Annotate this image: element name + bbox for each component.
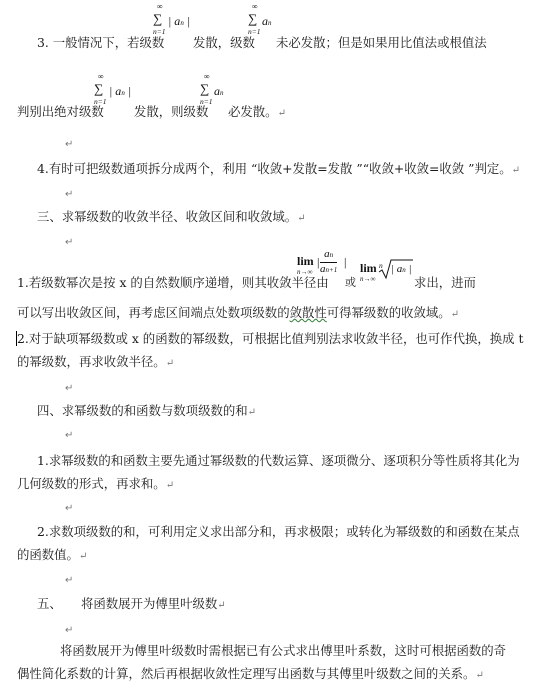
text-line: 可以写出收敛区间，再考虑区间端点处数项级数的敛散性可得幂级数的收敛域。↵ — [17, 305, 460, 320]
paragraph-mark: ↵ — [65, 625, 74, 636]
text-line: 3. 一般情况下，若级数 — [37, 35, 165, 50]
paragraph-mark: ↵ — [65, 430, 74, 441]
sigma-symbol: ∑ — [248, 11, 258, 26]
text-line: 偶性简化系数的计算，然后再根据收敛性定理写出函数与其傅里叶级数之间的关系。↵ — [17, 666, 484, 681]
paragraph-mark: ↵ — [277, 108, 286, 119]
sigma-symbol: ∑ — [94, 81, 104, 96]
root-body: | an | — [391, 263, 412, 275]
index-label: n=1 — [153, 27, 166, 36]
sigma-symbol: ∑ — [153, 11, 163, 26]
paragraph-mark: ↵ — [65, 139, 74, 150]
infinity-symbol: ∞ — [98, 72, 104, 81]
text-line: 1.求幂级数的和函数主要先通过幂级数的代数运算、逐项微分、逐项积分等性质将其化为 — [37, 453, 520, 468]
infinity-symbol: ∞ — [157, 2, 163, 11]
abs-term: | an | — [109, 84, 132, 98]
section-heading: 四、求幂级数的和函数与数项级数的和↵ — [37, 403, 257, 418]
paragraph-mark: ↵ — [165, 480, 175, 491]
paragraph-mark: ↵ — [297, 213, 306, 224]
infinity-symbol: ∞ — [252, 2, 258, 11]
lim-operator: lim — [360, 261, 377, 275]
text-line: 发散，则级数 — [134, 104, 209, 119]
text-line: 未必发散；但是如果用比值法或根值法 — [276, 35, 487, 50]
root-index: n — [379, 261, 383, 270]
text-line: 1.若级数幂次是按 x 的自然数顺序递增，则其收敛半径由 — [17, 275, 329, 290]
text-or: 或 — [345, 276, 356, 289]
paragraph-mark: ↵ — [65, 237, 74, 248]
section-heading: 将函数展开为傅里叶级数↵ — [81, 596, 226, 611]
abs-term: | an | — [168, 14, 191, 28]
lim-operator: lim — [297, 254, 314, 268]
paragraph-mark: ↵ — [65, 503, 74, 514]
text-line: 2.对于缺项幂级数或 x 的函数的幂级数，可根据比值判别法求收敛半径，也可作代换，换成 t — [17, 331, 524, 346]
abs-bar: | — [344, 255, 347, 269]
text-line: 的幂级数，再求收敛半径。↵ — [17, 354, 175, 369]
infinity-symbol: ∞ — [204, 72, 210, 81]
fraction — [320, 248, 337, 277]
paragraph-mark: ↵ — [450, 309, 460, 320]
spellcheck-underline-word: 敛散性 — [289, 305, 327, 320]
paragraph-mark: ↵ — [65, 383, 74, 394]
text-line: 判别出绝对级数 — [17, 104, 104, 119]
paragraph-mark: ↵ — [511, 165, 521, 176]
paragraph-mark: ↵ — [65, 575, 74, 586]
paragraph-mark: ↵ — [65, 189, 74, 200]
fraction-denominator: an+1 — [320, 263, 338, 275]
section-heading-number: 五、 — [37, 596, 62, 611]
sigma-symbol: ∑ — [200, 81, 210, 96]
text-line: 4.有时可把级数通项拆分成两个，利用 “收敛+发散=发散 ”“收敛+收敛=收敛 ”判定。↵ — [37, 161, 521, 176]
fraction-numerator: an — [320, 248, 337, 263]
abs-bar: | — [317, 255, 320, 269]
index-label: n=1 — [94, 97, 107, 106]
lim-subscript: n→∞ — [297, 268, 313, 276]
text-line: 2.求数项级数的和，可利用定义求出部分和，再求极限；或转化为幂级数的和函数在某点 — [37, 524, 520, 539]
term: an — [262, 14, 272, 28]
paragraph-mark: ↵ — [165, 358, 175, 369]
index-label: n=1 — [248, 27, 261, 36]
paragraph-mark: ↵ — [78, 551, 88, 562]
term: an — [214, 84, 224, 98]
text-line: 将函数展开为傅里叶级数时需根据已有公式求出傅里叶系数，这时可根据函数的奇 — [60, 643, 507, 658]
paragraph-mark: ↵ — [475, 670, 484, 681]
lim-subscript: n→∞ — [360, 275, 376, 283]
paragraph-mark: ↵ — [217, 600, 226, 611]
paragraph-mark: ↵ — [247, 407, 257, 418]
text-line: 求出，进而 — [414, 275, 476, 290]
section-heading: 三、求幂级数的收敛半径、收敛区间和收敛域。↵ — [37, 209, 306, 224]
text-line: 几何级数的形式，再求和。↵ — [17, 476, 175, 491]
text-line: 必发散。↵ — [228, 104, 286, 119]
text-line: 发散，级数 — [193, 35, 255, 50]
text-line: 的函数值。↵ — [17, 547, 88, 562]
index-label: n=1 — [200, 97, 213, 106]
